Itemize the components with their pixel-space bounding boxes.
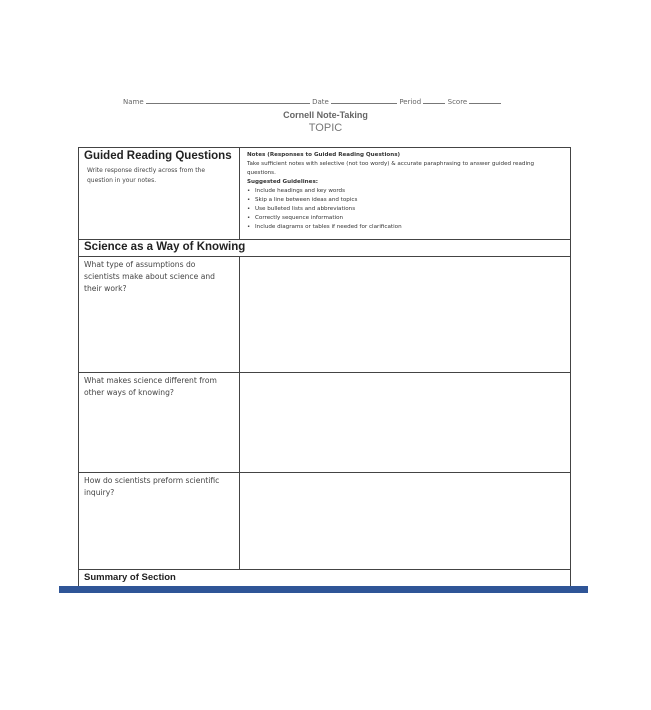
- date-label: Date: [312, 98, 329, 106]
- guideline-item: • Include diagrams or tables if needed for clarification: [247, 223, 564, 232]
- question-cell-2: [79, 373, 240, 473]
- notes-heading: Notes (Responses to Guided Reading Questions): [247, 152, 401, 158]
- section-title: Science as a Way of Knowing: [84, 241, 246, 253]
- notes-header: [240, 148, 571, 240]
- guided-questions-title: Guided Reading Questions: [84, 150, 232, 162]
- section-title-row: [79, 240, 570, 257]
- date-field[interactable]: [331, 96, 397, 104]
- guideline-item: • Correctly sequence information: [247, 214, 564, 223]
- guideline-item: • Skip a line between ideas and topics: [247, 196, 564, 205]
- name-label: Name: [123, 98, 144, 106]
- accent-bar: [59, 586, 588, 593]
- guided-questions-header: [79, 148, 240, 240]
- notes-cell-1[interactable]: [240, 257, 571, 373]
- guideline-item: • Include headings and key words: [247, 187, 564, 196]
- cornell-notes-table: [78, 147, 571, 587]
- name-field[interactable]: [146, 96, 310, 104]
- guidelines-list: [247, 187, 564, 232]
- guidelines-title: Suggested Guidelines:: [247, 179, 319, 185]
- score-field[interactable]: [469, 96, 501, 104]
- topic-heading: TOPIC: [308, 122, 343, 134]
- question-text: What makes science different from other ways of knowing?: [84, 376, 217, 397]
- question-cell-3: [79, 473, 240, 570]
- guideline-item: • Use bulleted lists and abbreviations: [247, 205, 564, 214]
- question-cell-1: [79, 257, 240, 373]
- header-fields: [123, 96, 501, 106]
- period-label: Period: [399, 98, 422, 106]
- notes-intro: Take sufficient notes with selective (not too wordy) & accurate paraphrasing to answer guided reading questions.: [247, 161, 535, 176]
- guided-questions-instructions: Write response directly across from the question in your notes.: [87, 167, 206, 184]
- notes-cell-3[interactable]: [240, 473, 571, 570]
- notes-cell-2[interactable]: [240, 373, 571, 473]
- summary-label: Summary of Section: [84, 572, 176, 583]
- question-text: What type of assumptions do scientists make about science and their work?: [84, 260, 215, 293]
- question-text: How do scientists preform scientific inquiry?: [84, 476, 220, 497]
- score-label: Score: [447, 98, 468, 106]
- page-title: Cornell Note-Taking: [283, 110, 368, 120]
- period-field[interactable]: [423, 96, 445, 104]
